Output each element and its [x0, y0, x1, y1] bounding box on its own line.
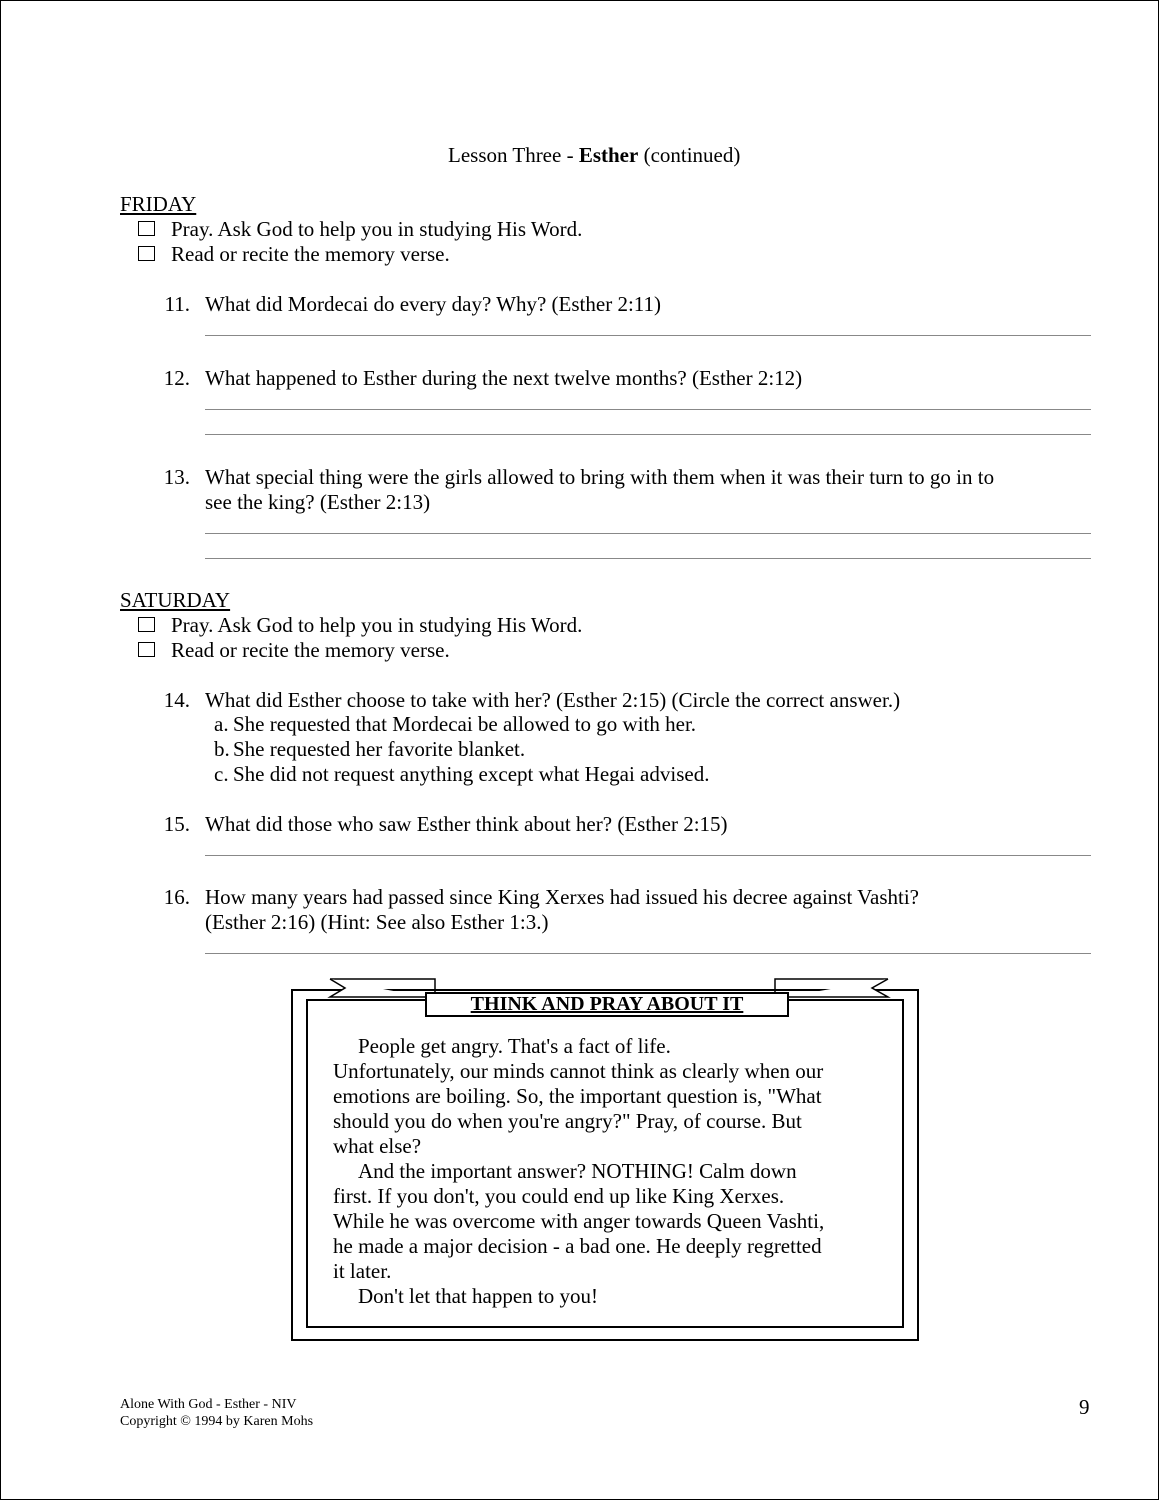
footer-title: Alone With God - Esther - NIV — [120, 1397, 297, 1412]
header-prefix: Lesson Three - — [448, 143, 579, 167]
think-box-line: it later. — [333, 1259, 392, 1283]
think-box-line: While he was overcome with anger towards Queen Vashti, — [333, 1209, 825, 1233]
question-text: What special thing were the girls allowed to bring with them when it was their turn to go in to — [205, 465, 995, 489]
question-text: How many years had passed since King Xerxes had issued his decree against Vashti? — [205, 885, 919, 909]
option-letter: a. — [214, 712, 229, 736]
header-title: Esther — [578, 143, 639, 167]
friday-verse-label: Read or recite the memory verse. — [171, 242, 450, 266]
option-text[interactable]: She requested her favorite blanket. — [233, 737, 526, 761]
question-number: 15. — [163, 812, 190, 836]
option-letter: c. — [214, 762, 229, 786]
question-number: 16. — [163, 885, 190, 909]
page-number: 9 — [1079, 1395, 1090, 1419]
think-box-line: first. If you don't, you could end up like King Xerxes. — [333, 1184, 785, 1208]
think-box-line: emotions are boiling. So, the important question is, "What — [333, 1084, 822, 1108]
question-text: see the king? (Esther 2:13) — [205, 490, 431, 514]
think-box-line: Don't let that happen to you! — [358, 1284, 598, 1308]
saturday-heading: SATURDAY — [120, 588, 231, 612]
question-text: What did Mordecai do every day? Why? (Esther 2:11) — [205, 292, 662, 316]
think-box-line: Unfortunately, our minds cannot think as clearly when our — [333, 1059, 824, 1083]
option-letter: b. — [214, 737, 230, 761]
option-text[interactable]: She did not request anything except what Hegai advised. — [233, 762, 710, 786]
question-text: What happened to Esther during the next twelve months? (Esther 2:12) — [205, 366, 803, 390]
think-box-title: THINK AND PRAY ABOUT IT — [425, 992, 789, 1017]
think-box-line: he made a major decision - a bad one. He deeply regretted — [333, 1234, 822, 1258]
footer-copyright: Copyright © 1994 by Karen Mohs — [120, 1414, 314, 1429]
saturday-verse-label: Read or recite the memory verse. — [171, 638, 450, 662]
think-box-line: People get angry. That's a fact of life. — [358, 1034, 671, 1058]
question-text: (Esther 2:16) (Hint: See also Esther 1:3.) — [205, 910, 549, 934]
header-suffix: (continued) — [638, 143, 741, 167]
question-number: 12. — [163, 366, 190, 390]
question-number: 11. — [164, 292, 190, 316]
think-box-line: what else? — [333, 1134, 422, 1158]
option-text[interactable]: She requested that Mordecai be allowed to go with her. — [233, 712, 697, 736]
think-box-line: should you do when you're angry?" Pray, of course. But — [333, 1109, 802, 1133]
question-number: 13. — [163, 465, 190, 489]
question-number: 14. — [163, 688, 190, 712]
think-box-line: And the important answer? NOTHING! Calm down — [358, 1159, 797, 1183]
saturday-pray-label: Pray. Ask God to help you in studying His Word. — [171, 613, 583, 637]
friday-heading: FRIDAY — [120, 192, 197, 216]
friday-pray-label: Pray. Ask God to help you in studying His Word. — [171, 217, 583, 241]
question-text: What did those who saw Esther think about her? (Esther 2:15) — [205, 812, 728, 836]
question-text: What did Esther choose to take with her? (Esther 2:15) (Circle the correct answer.) — [205, 688, 901, 712]
